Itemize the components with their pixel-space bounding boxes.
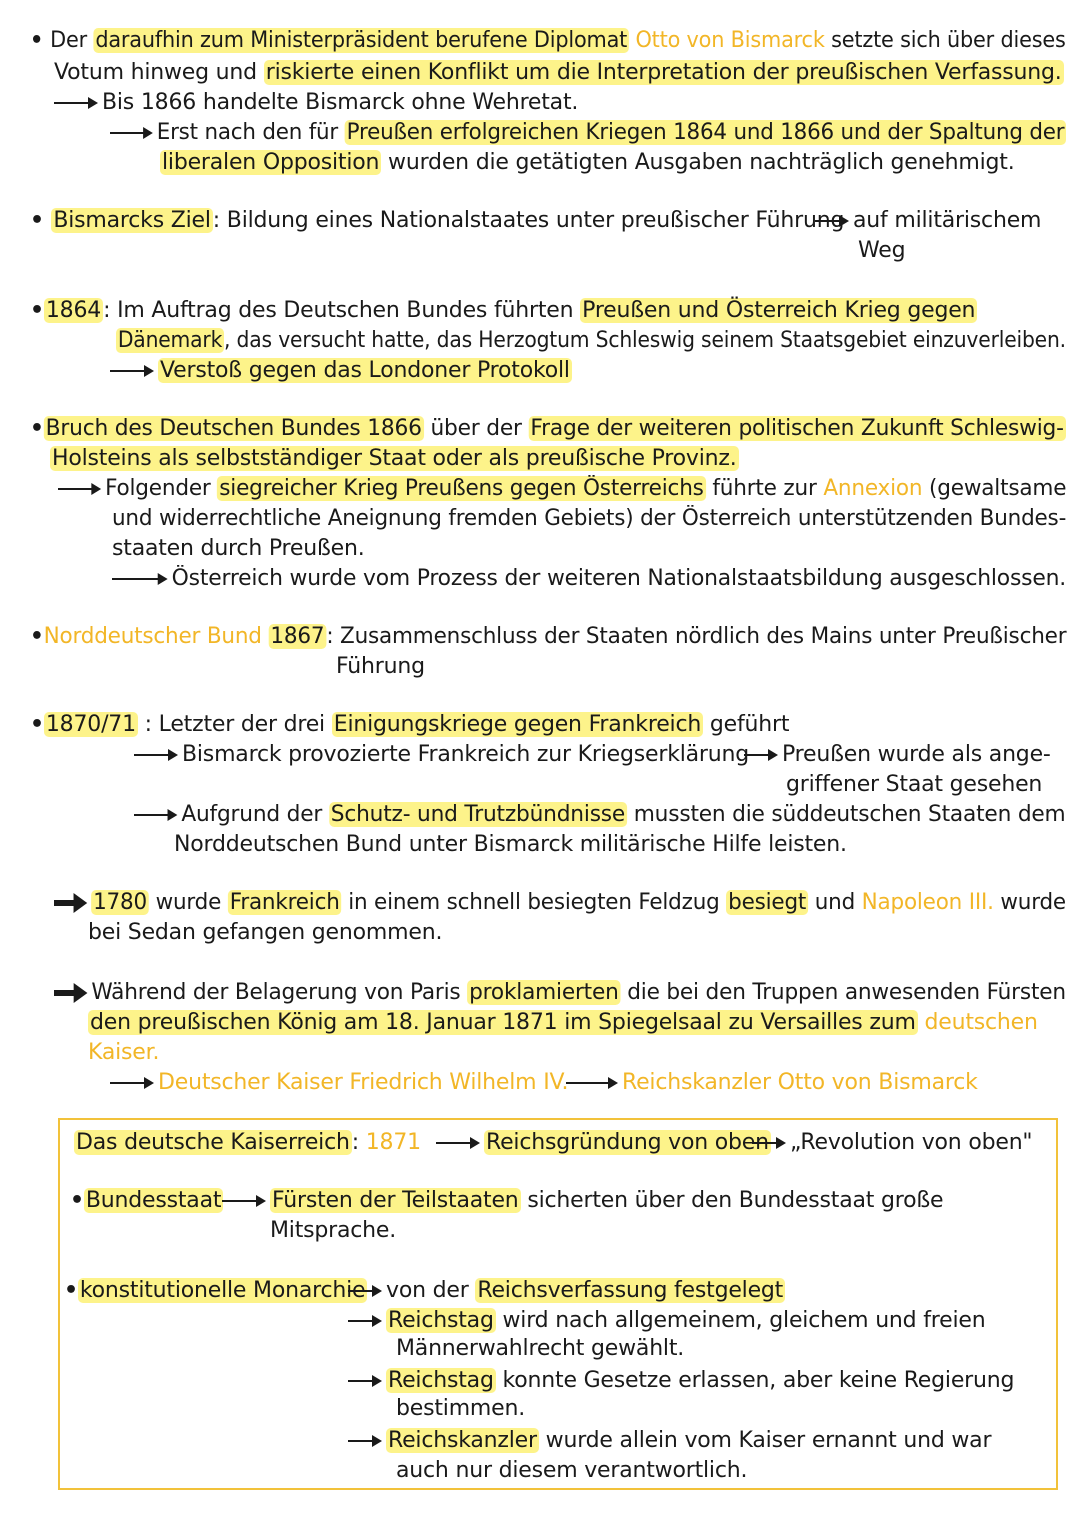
arrow-icon [134,814,177,816]
s5-line1 [30,622,1066,652]
box-line1-mid [436,1128,771,1158]
text: : [351,1130,366,1155]
text: bestimmen. [396,1396,526,1421]
arrow-icon [110,370,154,372]
s8-line2 [88,1008,1038,1038]
text: Erst nach den für [156,120,345,145]
s8-line4-right [566,1068,978,1098]
box-line1 [74,1128,421,1158]
orange-text: Norddeutscher Bund [43,624,262,649]
box-line10 [396,1456,747,1486]
highlight: Preußen und Österreich Krieg gegen [582,298,976,323]
text: : Letzter der drei [137,712,332,737]
highlight: Bruch des Deutschen Bundes 1866 [45,416,422,441]
box-line5 [348,1306,985,1336]
text: Österreich wurde vom Prozess der weiteren Nationalstaatsbildung ausgeschlossen. [171,566,1067,591]
orange-text: deutschen [917,1010,1038,1035]
highlight: Dänemark [117,328,223,353]
text: wurde allein vom Kaiser ernannt und war [538,1428,992,1453]
s6-line1 [30,710,789,740]
s8-line3 [88,1038,159,1068]
s4-line1 [30,414,1066,444]
highlight: Verstoß gegen das Londoner Protokoll [160,358,570,383]
s8-line1 [54,978,1066,1008]
arrow-icon [436,1142,480,1144]
text: bei Sedan gefangen genommen. [88,920,443,945]
text: konnte Gesetze erlassen, aber keine Regierung [495,1368,1015,1393]
bold-arrow-icon [54,986,87,1000]
text: (gewaltsame [922,476,1067,501]
arrow-icon [112,578,168,580]
box-monarchie [64,1276,367,1306]
highlight: Holsteins als selbstständiger Staat oder als preußische Provinz. [52,446,737,471]
highlight: Reichstag [388,1308,494,1333]
text: wird nach allgemeinem, gleichem und freien [495,1308,986,1333]
text: Führung [336,654,425,679]
orange-text: Kaiser. [88,1040,160,1065]
highlight: 1867 [270,624,325,649]
highlight: Preußen erfolgreichen Kriegen 1864 und 1866 und der Spaltung der [346,120,1065,145]
text: Bis 1866 handelte Bismarck ohne Wehretat. [102,90,579,115]
arrow-icon [348,1380,382,1382]
s1-line2 [54,58,1064,88]
arrow-icon [58,488,101,490]
text: über der [423,416,529,441]
arrow-icon [54,102,98,104]
text: , das versucht hatte, das Herzogtum Schleswig seinem Staatsgebiet einzuverleiben. [224,328,1066,353]
s6-line2-right [744,740,1051,770]
highlight: proklamierten [469,980,619,1005]
text: auf militärischem [853,208,1042,233]
text: wurde [148,890,228,915]
s2-arrow-line [815,206,1041,236]
highlight: den preußischen König am 18. Januar 1871 im Spiegelsaal zu Versailles zum [90,1010,916,1035]
s7-line1 [54,888,1066,918]
s6-line3 [786,770,1042,800]
highlight: konstitutionelle Monarchie [79,1278,366,1303]
s5-line2 [336,652,425,682]
s6-line4 [134,800,1065,830]
s4-line6 [112,564,1066,594]
box-line8 [396,1394,525,1424]
orange-text: Otto von Bismarck [635,28,825,53]
highlight: Das deutsche Kaiserreich [76,1130,350,1155]
box-line4 [348,1276,785,1306]
arrow-icon [134,754,178,756]
s2-line1 [30,206,844,236]
arrow-icon [752,1142,786,1144]
text: Mitsprache. [270,1218,397,1243]
highlight: daraufhin zum Ministerpräsident berufene Diplomat [95,28,628,53]
highlight: liberalen Opposition [162,150,380,175]
highlight: Schutz- und Trutzbündnisse [330,802,626,827]
text: geführt [703,712,790,737]
box-line7 [348,1366,1014,1396]
s4-line2 [50,444,739,474]
s1-line1 [30,26,1066,56]
highlight: Frankreich [229,890,340,915]
text: in einem schnell besiegten Feldzug [341,890,727,915]
text: führte zur [705,476,824,501]
arrow-icon [348,1320,382,1322]
orange-text: Reichskanzler Otto von Bismarck [622,1070,978,1095]
box-line9 [348,1426,991,1456]
highlight: Reichskanzler [388,1428,537,1453]
text: und [808,890,862,915]
arrow-icon [566,1082,618,1084]
text: Votum hinweg und [54,60,264,85]
s1-line3 [54,88,578,118]
text: Folgender [105,476,218,501]
highlight: Reichsgründung von oben [486,1130,769,1155]
s3-line1 [30,296,977,326]
highlight: besiegt [728,890,807,915]
s3-line3 [110,356,572,386]
arrow-icon [744,754,778,756]
text [262,624,269,649]
box-line6 [396,1334,684,1364]
text: von der [386,1278,476,1303]
s6-line5 [174,830,847,860]
text: Aufgrund der [181,802,329,827]
text: : Im Auftrag des Deutschen Bundes führten [103,298,581,323]
text: : Bildung eines Nationalstaates unter preußischer Führung [212,208,845,233]
text: wurde [993,890,1066,915]
text: mussten die süddeutschen Staaten dem [627,802,1066,827]
bullet: • [30,28,51,53]
box-line1-right [752,1128,1032,1158]
bold-arrow-icon [54,896,87,910]
arrow-icon [110,132,153,134]
bullet: • [30,208,52,233]
s4-line3 [58,474,1066,504]
highlight: siegreicher Krieg Preußens gegen Österreichs [219,476,704,501]
text: sicherten über den Bundesstaat große [520,1188,944,1213]
orange-text: Napoleon III. [861,890,994,915]
highlight: Bismarcks Ziel [53,208,211,233]
text: Männerwahlrecht gewählt. [396,1336,685,1361]
box-line2 [222,1186,943,1216]
arrow-icon [222,1200,266,1202]
box-line3 [270,1216,396,1246]
s2-line2 [858,236,905,266]
text: Während der Belagerung von Paris [91,980,468,1005]
text: „Revolution von oben" [790,1130,1033,1155]
arrow-icon [815,220,849,222]
text: Weg [858,238,906,263]
highlight: 1870/71 [45,712,136,737]
s7-line2 [88,918,442,948]
highlight: Einigungskriege gegen Frankreich [333,712,702,737]
s8-line4 [110,1068,568,1098]
text: griffener Staat gesehen [786,772,1043,797]
orange-text: 1871 [365,1130,421,1155]
s3-line2 [116,326,1066,356]
highlight: Reichsverfassung festgelegt [477,1278,784,1303]
text: auch nur diesem verantwortlich. [396,1458,748,1483]
s6-line2 [134,740,749,770]
highlight: Frage der weiteren politischen Zukunft Schleswig- [530,416,1064,441]
orange-text: Deutscher Kaiser Friedrich Wilhelm IV. [158,1070,569,1095]
text: staaten durch Preußen. [112,536,365,561]
bullet: • [30,712,44,737]
text: die bei den Truppen anwesenden Fürsten [620,980,1066,1005]
bullet: • [30,416,44,441]
text: : Zusammenschluss der Staaten nördlich des Mains unter Preußischer [326,624,1067,649]
highlight: Fürsten der Teilstaaten [272,1188,519,1213]
highlight: 1780 [93,890,147,915]
text: Der [50,28,94,53]
text: wurden die getätigten Ausgaben nachträglich genehmigt. [381,150,1015,175]
s4-line4 [112,504,1066,534]
arrow-icon [348,1440,382,1442]
highlight: Bundesstaat [85,1188,222,1213]
bullet: • [64,1278,78,1303]
s1-line4 [110,118,1066,148]
highlight: riskierte einen Konflikt um die Interpretation der preußischen Verfassung. [265,60,1062,85]
highlight: Reichstag [388,1368,494,1393]
text: Norddeutschen Bund unter Bismarck militärische Hilfe leisten. [174,832,847,857]
s1-line5 [160,148,1015,178]
orange-text: Annexion [823,476,923,501]
text: Bismarck provozierte Frankreich zur Kriegserklärung [182,742,750,767]
text: Preußen wurde als ange- [782,742,1051,767]
arrow-icon [110,1082,154,1084]
bullet: • [30,298,44,323]
box-bundesstaat [70,1186,223,1216]
bullet: • [70,1188,84,1213]
arrow-icon [348,1290,382,1292]
text: setzte sich über dieses [824,28,1066,53]
bullet: • [30,624,44,649]
highlight: 1864 [45,298,102,323]
text: und widerrechtliche Aneignung fremden Gebiets) der Österreich unterstützenden Bundes- [112,506,1067,531]
s4-line5 [112,534,365,564]
